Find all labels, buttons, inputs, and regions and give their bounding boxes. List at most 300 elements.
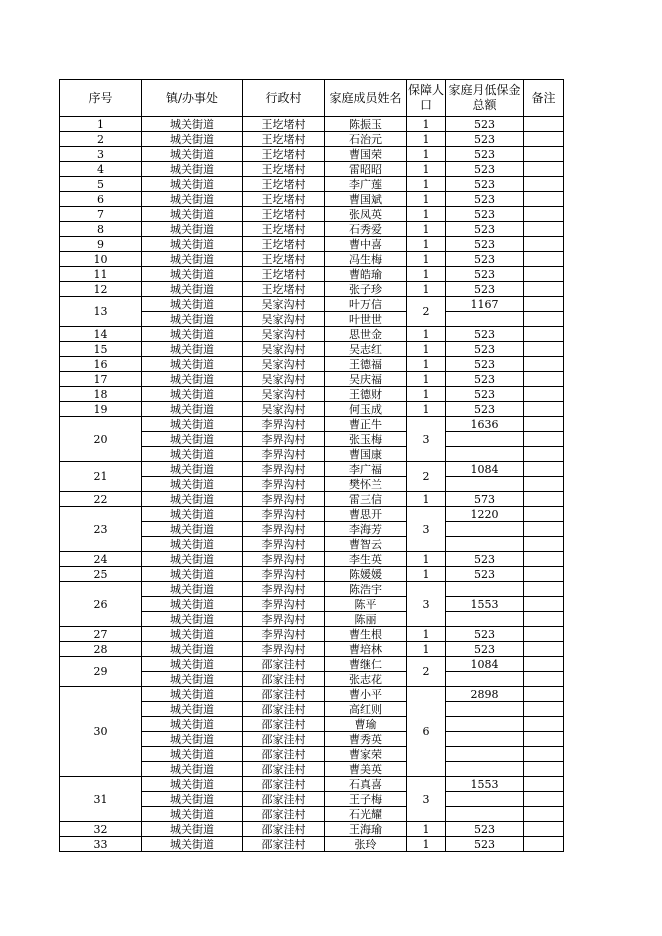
covered-persons-cell: 1 xyxy=(407,552,446,567)
village-cell: 王圪堵村 xyxy=(243,267,325,282)
covered-persons-cell: 1 xyxy=(407,207,446,222)
monthly-amount-cell: 523 xyxy=(446,822,524,837)
village-cell: 邵家洼村 xyxy=(243,837,325,852)
table-row xyxy=(60,462,564,477)
monthly-amount-cell xyxy=(446,672,524,687)
member-name-cell: 李广莲 xyxy=(325,177,407,192)
covered-persons-cell: 1 xyxy=(407,192,446,207)
village-cell: 李界沟村 xyxy=(243,432,325,447)
member-name-cell: 曹智云 xyxy=(325,537,407,552)
table-row xyxy=(60,657,564,672)
remarks-cell xyxy=(524,222,564,237)
town-cell: 城关街道 xyxy=(142,447,243,462)
town-cell: 城关街道 xyxy=(142,267,243,282)
monthly-amount-cell: 1636 xyxy=(446,417,524,432)
monthly-amount-cell: 523 xyxy=(446,357,524,372)
member-name-cell: 陈丽 xyxy=(325,612,407,627)
village-cell: 吴家沟村 xyxy=(243,357,325,372)
town-cell: 城关街道 xyxy=(142,777,243,792)
remarks-cell xyxy=(524,822,564,837)
covered-persons-cell: 3 xyxy=(407,417,446,462)
town-cell: 城关街道 xyxy=(142,327,243,342)
covered-persons-cell: 1 xyxy=(407,282,446,297)
village-cell: 邵家洼村 xyxy=(243,687,325,702)
relief-roster-table xyxy=(59,79,564,852)
remarks-cell xyxy=(524,807,564,822)
village-cell: 吴家沟村 xyxy=(243,387,325,402)
covered-persons-cell: 1 xyxy=(407,822,446,837)
remarks-cell xyxy=(524,387,564,402)
remarks-cell xyxy=(524,342,564,357)
monthly-amount-cell: 523 xyxy=(446,552,524,567)
seq-cell: 2 xyxy=(60,132,142,147)
table-row xyxy=(60,162,564,177)
remarks-cell xyxy=(524,402,564,417)
member-name-cell: 叶万信 xyxy=(325,297,407,312)
remarks-cell xyxy=(524,237,564,252)
monthly-amount-cell: 573 xyxy=(446,492,524,507)
seq-cell: 18 xyxy=(60,387,142,402)
covered-persons-cell: 1 xyxy=(407,492,446,507)
covered-persons-cell: 1 xyxy=(407,327,446,342)
table-row xyxy=(60,837,564,852)
monthly-amount-cell: 523 xyxy=(446,282,524,297)
remarks-cell xyxy=(524,597,564,612)
seq-cell: 21 xyxy=(60,462,142,492)
member-name-cell: 曹国荣 xyxy=(325,147,407,162)
table-row xyxy=(60,492,564,507)
monthly-amount-cell: 523 xyxy=(446,387,524,402)
remarks-cell xyxy=(524,282,564,297)
remarks-cell xyxy=(524,357,564,372)
covered-persons-cell: 1 xyxy=(407,342,446,357)
town-cell: 城关街道 xyxy=(142,762,243,777)
table-row xyxy=(60,237,564,252)
seq-cell: 4 xyxy=(60,162,142,177)
remarks-cell xyxy=(524,702,564,717)
village-cell: 李界沟村 xyxy=(243,627,325,642)
town-cell: 城关街道 xyxy=(142,582,243,597)
town-cell: 城关街道 xyxy=(142,747,243,762)
table-row xyxy=(60,642,564,657)
seq-cell: 17 xyxy=(60,372,142,387)
remarks-cell xyxy=(524,447,564,462)
town-cell: 城关街道 xyxy=(142,177,243,192)
town-cell: 城关街道 xyxy=(142,252,243,267)
monthly-amount-cell xyxy=(446,477,524,492)
remarks-cell xyxy=(524,552,564,567)
covered-persons-cell: 1 xyxy=(407,837,446,852)
table-row xyxy=(60,417,564,432)
table-row xyxy=(60,552,564,567)
member-name-cell: 曹皓瑜 xyxy=(325,267,407,282)
village-cell: 王圪堵村 xyxy=(243,192,325,207)
town-cell: 城关街道 xyxy=(142,162,243,177)
remarks-cell xyxy=(524,207,564,222)
seq-cell: 22 xyxy=(60,492,142,507)
town-cell: 城关街道 xyxy=(142,717,243,732)
monthly-amount-cell: 523 xyxy=(446,252,524,267)
member-name-cell: 曹美英 xyxy=(325,762,407,777)
town-cell: 城关街道 xyxy=(142,117,243,132)
village-cell: 王圪堵村 xyxy=(243,117,325,132)
monthly-amount-cell xyxy=(446,807,524,822)
monthly-amount-cell: 523 xyxy=(446,117,524,132)
remarks-cell xyxy=(524,612,564,627)
monthly-amount-cell: 523 xyxy=(446,837,524,852)
seq-cell: 19 xyxy=(60,402,142,417)
member-name-cell: 陈媛媛 xyxy=(325,567,407,582)
town-cell: 城关街道 xyxy=(142,732,243,747)
village-cell: 李界沟村 xyxy=(243,417,325,432)
table-row xyxy=(60,327,564,342)
table-row xyxy=(60,132,564,147)
village-cell: 吴家沟村 xyxy=(243,327,325,342)
town-cell: 城关街道 xyxy=(142,567,243,582)
village-cell: 吴家沟村 xyxy=(243,372,325,387)
header-monthly-amount: 家庭月低保金总额 xyxy=(446,80,524,117)
village-cell: 王圪堵村 xyxy=(243,222,325,237)
covered-persons-cell: 3 xyxy=(407,777,446,822)
village-cell: 李界沟村 xyxy=(243,447,325,462)
village-cell: 李界沟村 xyxy=(243,537,325,552)
remarks-cell xyxy=(524,492,564,507)
monthly-amount-cell: 523 xyxy=(446,132,524,147)
member-name-cell: 王德财 xyxy=(325,387,407,402)
remarks-cell xyxy=(524,762,564,777)
monthly-amount-cell xyxy=(446,762,524,777)
town-cell: 城关街道 xyxy=(142,477,243,492)
seq-cell: 16 xyxy=(60,357,142,372)
town-cell: 城关街道 xyxy=(142,132,243,147)
village-cell: 王圪堵村 xyxy=(243,252,325,267)
table-row xyxy=(60,177,564,192)
member-name-cell: 王海瑜 xyxy=(325,822,407,837)
village-cell: 李界沟村 xyxy=(243,522,325,537)
member-name-cell: 雷昭昭 xyxy=(325,162,407,177)
member-name-cell: 曹国斌 xyxy=(325,192,407,207)
member-name-cell: 石秀爱 xyxy=(325,222,407,237)
remarks-cell xyxy=(524,507,564,522)
covered-persons-cell: 1 xyxy=(407,357,446,372)
town-cell: 城关街道 xyxy=(142,537,243,552)
covered-persons-cell: 1 xyxy=(407,117,446,132)
covered-persons-cell: 2 xyxy=(407,657,446,687)
remarks-cell xyxy=(524,792,564,807)
village-cell: 王圪堵村 xyxy=(243,282,325,297)
remarks-cell xyxy=(524,567,564,582)
table-row xyxy=(60,207,564,222)
table-row xyxy=(60,507,564,522)
village-cell: 王圪堵村 xyxy=(243,237,325,252)
member-name-cell: 李海芳 xyxy=(325,522,407,537)
monthly-amount-cell: 1553 xyxy=(446,777,524,792)
village-cell: 王圪堵村 xyxy=(243,207,325,222)
town-cell: 城关街道 xyxy=(142,342,243,357)
member-name-cell: 高红则 xyxy=(325,702,407,717)
table-row xyxy=(60,117,564,132)
remarks-cell xyxy=(524,672,564,687)
town-cell: 城关街道 xyxy=(142,492,243,507)
member-name-cell: 陈浩宇 xyxy=(325,582,407,597)
covered-persons-cell: 1 xyxy=(407,627,446,642)
village-cell: 李界沟村 xyxy=(243,477,325,492)
table-row xyxy=(60,822,564,837)
town-cell: 城关街道 xyxy=(142,372,243,387)
table-row xyxy=(60,777,564,792)
covered-persons-cell: 1 xyxy=(407,252,446,267)
seq-cell: 5 xyxy=(60,177,142,192)
village-cell: 邵家洼村 xyxy=(243,672,325,687)
covered-persons-cell: 3 xyxy=(407,582,446,627)
member-name-cell: 陈振玉 xyxy=(325,117,407,132)
remarks-cell xyxy=(524,717,564,732)
remarks-cell xyxy=(524,312,564,327)
village-cell: 李界沟村 xyxy=(243,492,325,507)
monthly-amount-cell: 523 xyxy=(446,147,524,162)
town-cell: 城关街道 xyxy=(142,387,243,402)
monthly-amount-cell: 2898 xyxy=(446,687,524,702)
village-cell: 邵家洼村 xyxy=(243,822,325,837)
member-name-cell: 王德福 xyxy=(325,357,407,372)
covered-persons-cell: 1 xyxy=(407,372,446,387)
seq-cell: 27 xyxy=(60,627,142,642)
remarks-cell xyxy=(524,192,564,207)
covered-persons-cell: 1 xyxy=(407,267,446,282)
remarks-cell xyxy=(524,372,564,387)
covered-persons-cell: 2 xyxy=(407,297,446,327)
covered-persons-cell: 1 xyxy=(407,642,446,657)
member-name-cell: 李广福 xyxy=(325,462,407,477)
remarks-cell xyxy=(524,582,564,597)
town-cell: 城关街道 xyxy=(142,507,243,522)
member-name-cell: 曹家荣 xyxy=(325,747,407,762)
town-cell: 城关街道 xyxy=(142,837,243,852)
town-cell: 城关街道 xyxy=(142,402,243,417)
village-cell: 李界沟村 xyxy=(243,567,325,582)
monthly-amount-cell xyxy=(446,732,524,747)
seq-cell: 23 xyxy=(60,507,142,552)
seq-cell: 32 xyxy=(60,822,142,837)
member-name-cell: 曹思开 xyxy=(325,507,407,522)
village-cell: 邵家洼村 xyxy=(243,732,325,747)
village-cell: 李界沟村 xyxy=(243,612,325,627)
remarks-cell xyxy=(524,417,564,432)
village-cell: 李界沟村 xyxy=(243,552,325,567)
member-name-cell: 曹秀英 xyxy=(325,732,407,747)
remarks-cell xyxy=(524,732,564,747)
covered-persons-cell: 1 xyxy=(407,402,446,417)
seq-cell: 3 xyxy=(60,147,142,162)
village-cell: 王圪堵村 xyxy=(243,162,325,177)
member-name-cell: 石真喜 xyxy=(325,777,407,792)
remarks-cell xyxy=(524,132,564,147)
covered-persons-cell: 1 xyxy=(407,147,446,162)
seq-cell: 10 xyxy=(60,252,142,267)
monthly-amount-cell: 1084 xyxy=(446,462,524,477)
monthly-amount-cell: 523 xyxy=(446,267,524,282)
monthly-amount-cell: 523 xyxy=(446,342,524,357)
remarks-cell xyxy=(524,177,564,192)
monthly-amount-cell: 1553 xyxy=(446,597,524,612)
table-body xyxy=(60,117,564,852)
member-name-cell: 张玉梅 xyxy=(325,432,407,447)
covered-persons-cell: 6 xyxy=(407,687,446,777)
member-name-cell: 思世金 xyxy=(325,327,407,342)
seq-cell: 9 xyxy=(60,237,142,252)
town-cell: 城关街道 xyxy=(142,417,243,432)
table-row xyxy=(60,402,564,417)
monthly-amount-cell: 1084 xyxy=(446,657,524,672)
seq-cell: 33 xyxy=(60,837,142,852)
town-cell: 城关街道 xyxy=(142,297,243,312)
remarks-cell xyxy=(524,432,564,447)
remarks-cell xyxy=(524,147,564,162)
village-cell: 邵家洼村 xyxy=(243,762,325,777)
monthly-amount-cell xyxy=(446,717,524,732)
seq-cell: 28 xyxy=(60,642,142,657)
town-cell: 城关街道 xyxy=(142,597,243,612)
seq-cell: 12 xyxy=(60,282,142,297)
town-cell: 城关街道 xyxy=(142,192,243,207)
header-town: 镇/办事处 xyxy=(142,80,243,117)
monthly-amount-cell xyxy=(446,447,524,462)
table-row xyxy=(60,297,564,312)
member-name-cell: 张玲 xyxy=(325,837,407,852)
remarks-cell xyxy=(524,627,564,642)
seq-cell: 8 xyxy=(60,222,142,237)
village-cell: 邵家洼村 xyxy=(243,717,325,732)
header-remarks: 备注 xyxy=(524,80,564,117)
town-cell: 城关街道 xyxy=(142,822,243,837)
seq-cell: 11 xyxy=(60,267,142,282)
covered-persons-cell: 3 xyxy=(407,507,446,552)
covered-persons-cell: 1 xyxy=(407,177,446,192)
member-name-cell: 冯生梅 xyxy=(325,252,407,267)
remarks-cell xyxy=(524,687,564,702)
town-cell: 城关街道 xyxy=(142,642,243,657)
member-name-cell: 曹正牛 xyxy=(325,417,407,432)
village-cell: 邵家洼村 xyxy=(243,777,325,792)
monthly-amount-cell: 523 xyxy=(446,177,524,192)
town-cell: 城关街道 xyxy=(142,282,243,297)
village-cell: 李界沟村 xyxy=(243,597,325,612)
town-cell: 城关街道 xyxy=(142,792,243,807)
monthly-amount-cell xyxy=(446,747,524,762)
member-name-cell: 陈平 xyxy=(325,597,407,612)
covered-persons-cell: 1 xyxy=(407,222,446,237)
table-row xyxy=(60,282,564,297)
monthly-amount-cell: 523 xyxy=(446,207,524,222)
town-cell: 城关街道 xyxy=(142,657,243,672)
seq-cell: 25 xyxy=(60,567,142,582)
remarks-cell xyxy=(524,327,564,342)
monthly-amount-cell: 523 xyxy=(446,222,524,237)
header-covered-persons: 保障人口 xyxy=(407,80,446,117)
village-cell: 王圪堵村 xyxy=(243,147,325,162)
table-row xyxy=(60,687,564,702)
table-row xyxy=(60,567,564,582)
monthly-amount-cell xyxy=(446,612,524,627)
member-name-cell: 吴志红 xyxy=(325,342,407,357)
member-name-cell: 曹瑜 xyxy=(325,717,407,732)
town-cell: 城关街道 xyxy=(142,237,243,252)
village-cell: 邵家洼村 xyxy=(243,807,325,822)
village-cell: 邵家洼村 xyxy=(243,657,325,672)
member-name-cell: 张志花 xyxy=(325,672,407,687)
town-cell: 城关街道 xyxy=(142,207,243,222)
remarks-cell xyxy=(524,777,564,792)
monthly-amount-cell: 523 xyxy=(446,162,524,177)
table-row xyxy=(60,222,564,237)
seq-cell: 26 xyxy=(60,582,142,627)
member-name-cell: 曹继仁 xyxy=(325,657,407,672)
remarks-cell xyxy=(524,747,564,762)
member-name-cell: 叶世世 xyxy=(325,312,407,327)
table-row xyxy=(60,147,564,162)
town-cell: 城关街道 xyxy=(142,357,243,372)
table-row xyxy=(60,582,564,597)
table-row xyxy=(60,627,564,642)
remarks-cell xyxy=(524,837,564,852)
covered-persons-cell: 1 xyxy=(407,387,446,402)
member-name-cell: 雷三信 xyxy=(325,492,407,507)
member-name-cell: 石光耀 xyxy=(325,807,407,822)
village-cell: 吴家沟村 xyxy=(243,312,325,327)
seq-cell: 13 xyxy=(60,297,142,327)
seq-cell: 7 xyxy=(60,207,142,222)
header-row xyxy=(60,80,564,117)
remarks-cell xyxy=(524,267,564,282)
table-row xyxy=(60,357,564,372)
member-name-cell: 吴庆福 xyxy=(325,372,407,387)
town-cell: 城关街道 xyxy=(142,702,243,717)
village-cell: 李界沟村 xyxy=(243,507,325,522)
covered-persons-cell: 1 xyxy=(407,237,446,252)
village-cell: 王圪堵村 xyxy=(243,132,325,147)
member-name-cell: 张子珍 xyxy=(325,282,407,297)
monthly-amount-cell xyxy=(446,702,524,717)
town-cell: 城关街道 xyxy=(142,147,243,162)
remarks-cell xyxy=(524,162,564,177)
town-cell: 城关街道 xyxy=(142,522,243,537)
village-cell: 李界沟村 xyxy=(243,642,325,657)
remarks-cell xyxy=(524,477,564,492)
village-cell: 吴家沟村 xyxy=(243,297,325,312)
monthly-amount-cell xyxy=(446,537,524,552)
monthly-amount-cell xyxy=(446,312,524,327)
remarks-cell xyxy=(524,537,564,552)
monthly-amount-cell: 523 xyxy=(446,642,524,657)
monthly-amount-cell: 523 xyxy=(446,567,524,582)
seq-cell: 6 xyxy=(60,192,142,207)
town-cell: 城关街道 xyxy=(142,222,243,237)
remarks-cell xyxy=(524,657,564,672)
table-row xyxy=(60,372,564,387)
village-cell: 吴家沟村 xyxy=(243,342,325,357)
town-cell: 城关街道 xyxy=(142,612,243,627)
member-name-cell: 张凤英 xyxy=(325,207,407,222)
town-cell: 城关街道 xyxy=(142,807,243,822)
covered-persons-cell: 1 xyxy=(407,162,446,177)
table-row xyxy=(60,267,564,282)
table-row xyxy=(60,192,564,207)
remarks-cell xyxy=(524,522,564,537)
town-cell: 城关街道 xyxy=(142,312,243,327)
table-row xyxy=(60,252,564,267)
town-cell: 城关街道 xyxy=(142,552,243,567)
seq-cell: 29 xyxy=(60,657,142,687)
